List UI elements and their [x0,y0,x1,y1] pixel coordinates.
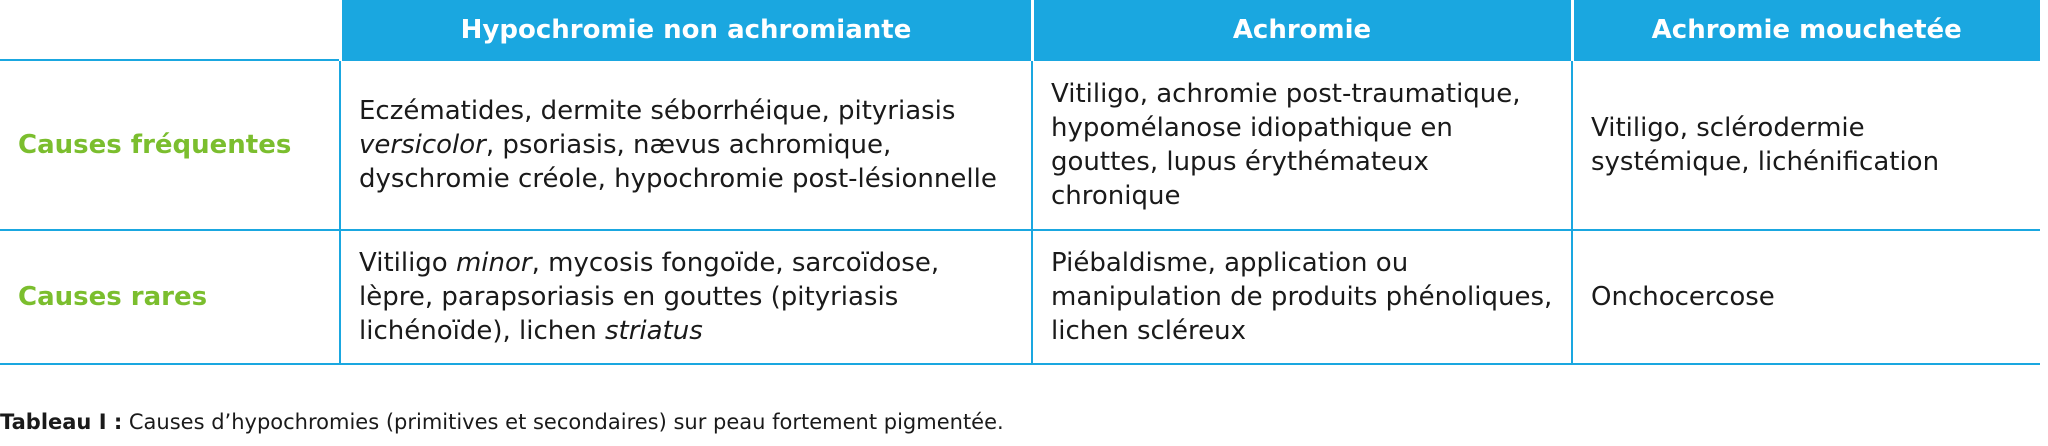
row-label-frequent: Causes fréquentes [0,60,340,230]
table-cell [340,60,1032,230]
italic-term: striatus [604,316,703,346]
table-cell [1572,60,2040,230]
table-cell [1572,230,2040,364]
cell-text: Eczématides, dermite séborrhéique, pityriasis [359,96,956,126]
cell-text: Vitiligo [359,248,456,278]
italic-term: minor [455,248,532,278]
table-cell [340,230,1032,364]
caption-text: Causes d’hypochromies (primitives et secondaires) sur peau fortement pigmentée. [122,410,1004,434]
cell-text: Vitiligo, achromie post-traumatique, hypomélanose idiopathique en gouttes, lupus érythémateux chronique [1051,79,1521,211]
caption-label: Tableau I : [0,410,123,434]
row-label-rare: Causes rares [0,230,340,364]
header-achromie: Achromie [1032,0,1572,60]
table-cell [1032,230,1572,364]
header-achromie-mouchetee: Achromie mouchetée [1572,0,2040,60]
italic-term: versicolor [359,130,486,160]
cell-text: Onchocercose [1591,282,1775,312]
header-row [0,0,2040,60]
table-cell [1032,60,1572,230]
table-row-frequent [0,60,2040,230]
header-corner [0,0,340,60]
cell-text: Piébaldisme, application ou manipulation de produits phénoliques, lichen scléreux [1051,248,1553,346]
header-hypochromie: Hypochromie non achromiante [340,0,1032,60]
table-row-rare [0,230,2040,364]
cell-text: , mycosis fongoïde, sarcoïdose, lèpre, parapsoriasis en gouttes (pityriasis lichénoïde), lichen [359,248,940,346]
cell-text: , psoriasis, nævus achromique, dyschromie créole, hypochromie post-lésionnelle [359,130,997,194]
cell-text: Vitiligo, sclérodermie systémique, lichénification [1591,113,1940,177]
table-caption [0,408,1004,436]
